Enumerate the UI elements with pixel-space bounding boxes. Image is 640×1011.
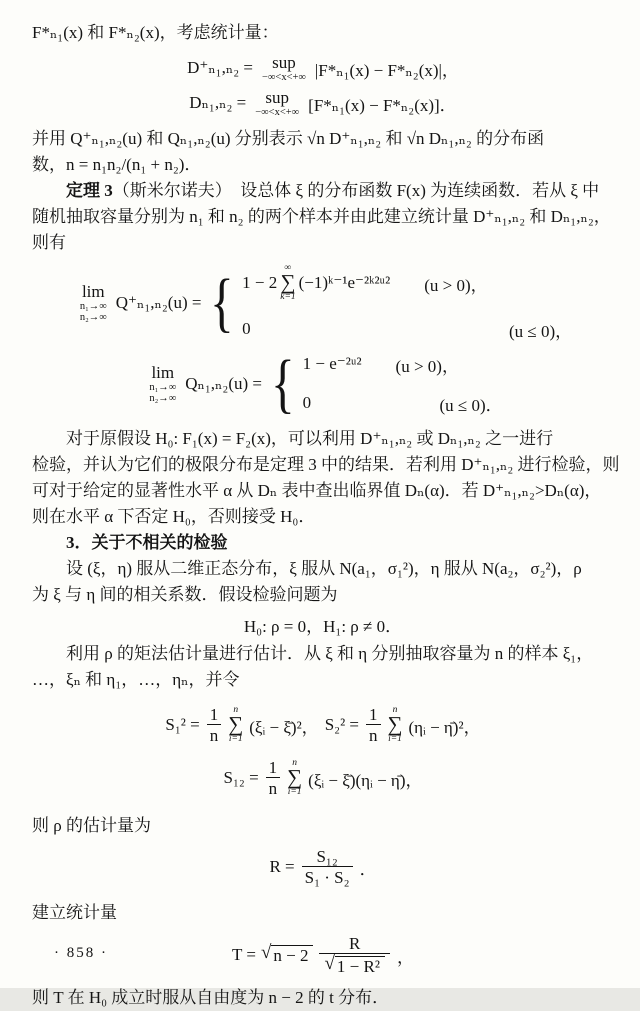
formula-s1-s2	[32, 705, 614, 746]
fraction-denominator: S₁ · S₂	[302, 866, 353, 888]
cases-rows	[242, 264, 572, 342]
fraction	[319, 934, 389, 977]
sup-operator	[255, 89, 299, 118]
sum-lower-limit: i=1	[228, 734, 243, 745]
lim-symbol: lim	[81, 281, 105, 301]
lim-operator	[80, 283, 107, 323]
formula-d-plus	[32, 54, 614, 83]
paragraph-line: 对于原假设 H₀: F₁(x) = F₂(x)，可以利用 D⁺ₙ₁,ₙ₂ 或 Dₙ₁,ₙ₂ 之一进行	[66, 428, 554, 448]
radicand: n − 2	[271, 945, 313, 966]
radical	[324, 953, 384, 977]
formula-lhs: S₁² =	[165, 715, 200, 735]
page-number: · 858 ·	[54, 945, 108, 961]
paragraph-line: 则在水平 α 下否定 H₀，否则接受 H₀．	[32, 506, 316, 526]
fraction-denominator: n	[207, 724, 222, 746]
sum-lower-limit: i=1	[388, 734, 402, 745]
case-pre: 1 − 2	[242, 273, 278, 293]
paragraph-line: 设 (ξ，η) 服从二维正态分布，ξ 服从 N(a₁，σ₁²)，η 服从 N(a₂，σ₂²)，ρ	[66, 558, 582, 578]
paragraph-line: 可对于给定的显著性水平 α 从 Dₙ 表中查出临界值 Dₙ(α)．若 D⁺ₙ₁,ₙ₂>Dₙ(α)，	[32, 480, 602, 500]
formula-s12	[32, 758, 614, 799]
formula-lhs: R =	[269, 857, 295, 877]
section-heading: 3．关于不相关的检验	[66, 532, 228, 552]
formula-lhs: S₂² =	[324, 715, 360, 735]
theorem-text: （斯米尔诺夫） 设总体 ξ 的分布函数 F(x) 为连续函数．若从 ξ 中	[112, 180, 600, 200]
lim-operator	[149, 364, 176, 404]
sup-operator	[262, 54, 306, 83]
radical-sign: √	[260, 941, 272, 963]
formula-rhs: (ξᵢ − ξ̄)²，	[249, 717, 319, 737]
fraction	[366, 705, 381, 746]
radical-sign: √	[324, 953, 335, 975]
lim-symbol: lim	[151, 362, 175, 382]
fraction	[207, 705, 222, 746]
sup-symbol: sup	[265, 87, 289, 107]
theorem-label: 定理 3	[66, 180, 113, 200]
fraction-numerator: S₁₂	[316, 846, 338, 866]
fraction-denominator: n	[266, 777, 281, 799]
sum-operator	[287, 759, 302, 798]
case-value: 1 − e⁻²ᵘ²	[302, 354, 362, 374]
case-row	[242, 264, 572, 303]
lim-sub1: n₁→∞	[149, 381, 177, 393]
fraction-numerator: 1	[268, 757, 278, 777]
fraction-numerator: 1	[209, 704, 219, 724]
sum-symbol: ∑	[280, 270, 296, 295]
cases-brace: {	[270, 346, 295, 420]
formula-rhs: |F*ₙ₁(x) − F*ₙ₂(x)|，	[314, 60, 459, 80]
paragraph-line: 建立统计量	[32, 902, 117, 922]
fraction-numerator: 1	[369, 704, 378, 724]
formula-d	[32, 89, 614, 118]
paragraph-line: 则 ρ 的估计量为	[32, 815, 151, 835]
formula-limit-q	[32, 346, 614, 420]
sup-limits: −∞<x<+∞	[261, 71, 306, 83]
case-row	[303, 391, 503, 416]
formula-lhs: Qₙ₁,ₙ₂(u) =	[185, 373, 262, 393]
paragraph-line: 利用 ρ 的矩法估计量进行估计．从 ξ 和 η 分别抽取容量为 n 的样本 ξ₁，	[66, 643, 594, 663]
formula-tail: ．	[359, 859, 377, 879]
sum-symbol: ∑	[287, 765, 303, 790]
case-condition: (u > 0)，	[424, 275, 488, 295]
case-value: 0	[302, 393, 312, 413]
theorem-line: 随机抽取容量分别为 n₁ 和 n₂ 的两个样本并由此建立统计量 D⁺ₙ₁,ₙ₂ 和 Dₙ₁,ₙ₂，	[32, 206, 611, 226]
formula-lhs: Q⁺ₙ₁,ₙ₂(u) =	[115, 292, 202, 312]
formula-hypotheses	[32, 612, 614, 637]
hypothesis-statement: H₀: ρ = 0，H₁: ρ ≠ 0．	[243, 616, 403, 636]
lim-sub2: n₂→∞	[79, 311, 107, 323]
case-expression	[242, 264, 390, 303]
case-condition: (u ≤ 0)．	[439, 395, 503, 415]
paragraph-line: 检验，并认为它们的极限分布是定理 3 中的结果．若利用 D⁺ₙ₁,ₙ₂ 进行检验，则	[32, 454, 620, 474]
formula-t	[32, 934, 614, 977]
paragraph-line: 数，n = n₁n₂/(n₁ + n₂)．	[32, 154, 202, 174]
fraction-numerator: R	[349, 933, 361, 953]
lim-sub2: n₂→∞	[149, 392, 177, 404]
formula-tail: ，	[396, 947, 414, 967]
fraction-denominator: n	[366, 724, 381, 746]
case-value: 0	[242, 319, 251, 339]
sum-operator	[228, 706, 243, 745]
sum-lower-limit: k=1	[280, 292, 296, 303]
radicand: 1 − R²	[335, 956, 385, 977]
case-condition: (u > 0)，	[395, 356, 459, 376]
fraction	[302, 847, 353, 888]
formula-rhs: (ηᵢ − η̄)²，	[408, 717, 481, 737]
sum-upper-limit: n	[392, 704, 398, 715]
formula-rhs: (ξᵢ − ξ̄)(ηᵢ − η̄)，	[308, 770, 423, 790]
sup-symbol: sup	[272, 53, 296, 72]
formula-limit-q-plus	[32, 264, 614, 342]
formula-lhs: Dₙ₁,ₙ₂ =	[189, 93, 247, 113]
cases-rows	[303, 352, 503, 416]
case-row	[303, 352, 503, 377]
theorem-line: 则有	[32, 232, 66, 252]
sum-lower-limit: i=1	[287, 787, 302, 798]
case-post: (−1)ᵏ⁻¹e⁻²ᵏ²ᵘ²	[298, 273, 391, 293]
theorem-line	[32, 178, 614, 204]
formula-lhs: S₁₂ =	[223, 768, 259, 788]
fraction-denominator	[319, 953, 389, 976]
paragraph-line: 为 ξ 与 η 间的相关系数．假设检验问题为	[32, 584, 338, 604]
fraction	[266, 758, 281, 799]
sum-upper-limit: ∞	[284, 262, 292, 273]
formula-r	[32, 847, 614, 888]
sum-operator	[280, 264, 295, 303]
lim-sub1: n₁→∞	[79, 300, 107, 312]
paragraph-line: 并用 Q⁺ₙ₁,ₙ₂(u) 和 Qₙ₁,ₙ₂(u) 分别表示 √n D⁺ₙ₁,ₙ₂ 和 √n Dₙ₁,ₙ₂ 的分布函	[32, 128, 545, 148]
sum-symbol: ∑	[228, 712, 244, 737]
sum-upper-limit: n	[292, 757, 298, 768]
case-condition: (u ≤ 0)，	[509, 321, 573, 341]
paragraph-line: 则 T 在 H₀ 成立时服从自由度为 n − 2 的 t 分布．	[32, 987, 390, 1007]
paragraph-line: …，ξₙ 和 η₁，…，ηₙ，并令	[32, 669, 240, 689]
radical	[260, 941, 314, 966]
formula-lhs: D⁺ₙ₁,ₙ₂ =	[187, 58, 253, 78]
case-row	[242, 317, 572, 342]
intro-line: F*ₙ₁(x) 和 F*ₙ₂(x)，考虑统计量：	[32, 23, 279, 42]
sum-upper-limit: n	[233, 704, 239, 715]
formula-rhs: [F*ₙ₁(x) − F*ₙ₂(x)]．	[308, 95, 457, 115]
cases-brace: {	[210, 265, 235, 339]
sup-limits: −∞<x<+∞	[255, 106, 300, 118]
sum-operator	[388, 706, 403, 745]
formula-lhs: T =	[232, 945, 256, 965]
sum-symbol: ∑	[387, 712, 403, 737]
